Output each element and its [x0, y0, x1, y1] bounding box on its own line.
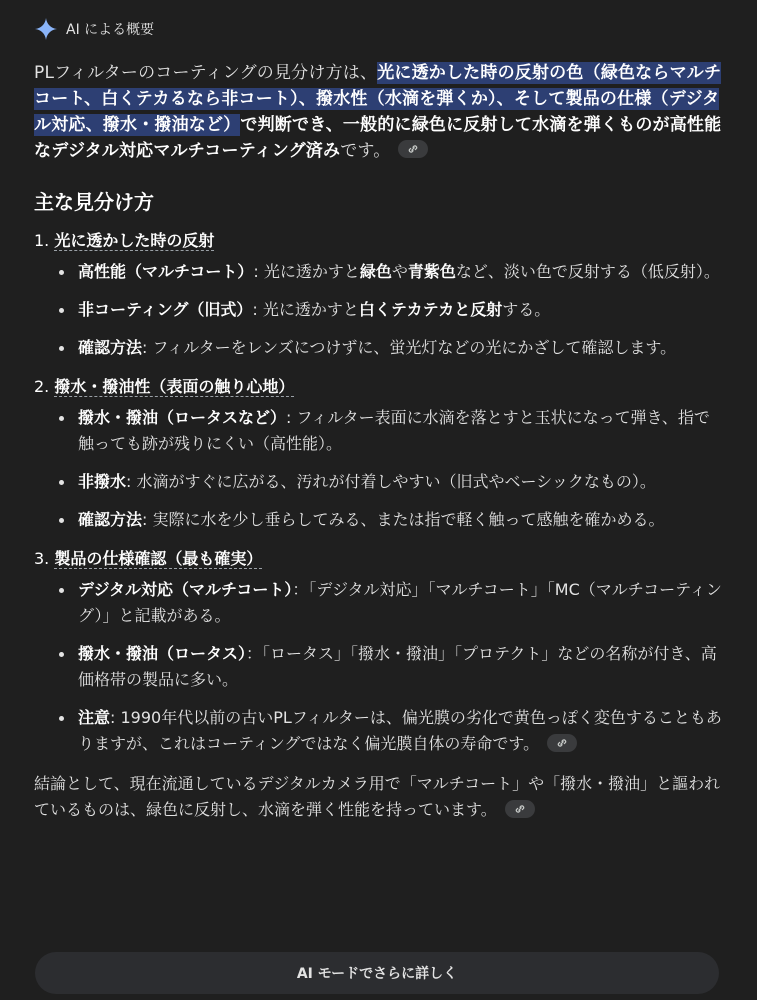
bullet-list — [34, 577, 723, 757]
group-number: 1. — [34, 231, 50, 250]
conclusion-paragraph — [34, 771, 723, 823]
group-title-text: 光に透かした時の反射 — [54, 231, 215, 250]
item-term: 高性能（マルチコート） — [78, 262, 254, 281]
item-term: 撥水・撥油（ロータス） — [78, 644, 247, 663]
item-text: : 光に透かすと — [252, 300, 359, 319]
list-item — [34, 577, 723, 629]
item-term: 確認方法 — [78, 510, 143, 529]
item-term: デジタル対応（マルチコート） — [78, 580, 293, 599]
item-text: : フィルターをレンズにつけずに、蛍光灯などの光にかざして確認します。 — [142, 338, 677, 357]
item-text: や — [391, 262, 408, 281]
item-text: など、淡い色で反射する（低反射）。 — [455, 262, 720, 281]
intro-lead: PLフィルターのコーティングの見分け方は、 — [34, 63, 378, 83]
method-group-1 — [34, 229, 723, 361]
item-text: : 実際に水を少し垂らしてみる、または指で軽く触って感触を確かめる。 — [142, 510, 665, 529]
list-item — [34, 297, 723, 323]
method-group-2 — [34, 375, 723, 533]
ai-mode-button[interactable]: AI モードでさらに詳しく — [35, 952, 719, 994]
section-title: 主な見分け方 — [34, 190, 154, 214]
group-title-text: 製品の仕様確認（最も確実） — [54, 549, 263, 568]
group-title[interactable] — [34, 229, 723, 253]
intro-highlight[interactable]: 光に透かした時の反射の色（緑色ならマルチコート、白くテカるなら非コート）、撥水性（水滴を弾くか）、そして製品の仕様（デジタル対応、撥水・撥油など） — [34, 63, 722, 135]
source-link-chip[interactable] — [547, 734, 577, 752]
group-title[interactable] — [34, 375, 723, 399]
link-icon — [406, 142, 420, 156]
bullet-list — [34, 405, 723, 533]
list-item — [34, 705, 723, 757]
item-text: : 水滴がすぐに広がる、汚れが付着しやすい（旧式やベーシックなもの）。 — [126, 472, 656, 491]
sparkle-icon — [34, 17, 58, 41]
item-term: 白くテカテカと反射 — [358, 300, 503, 319]
conclusion-text: 結論として、現在流通しているデジタルカメラ用で「マルチコート」や「撥水・撥油」と謳われているものは、緑色に反射し、水滴を弾く性能を持っています。 — [34, 774, 721, 819]
group-title[interactable] — [34, 547, 723, 571]
bullet-list — [34, 259, 723, 361]
ai-overview-header — [34, 14, 723, 44]
item-text: ：「デジタル対応」「マルチコート」「MC（マルチコーティング）」と記載がある。 — [78, 580, 722, 625]
item-term: 確認方法 — [78, 338, 143, 357]
item-text: する。 — [502, 300, 551, 319]
list-item — [34, 335, 723, 361]
method-group-3 — [34, 547, 723, 757]
item-term: 注意 — [78, 708, 111, 727]
source-link-chip[interactable] — [398, 140, 428, 158]
link-icon — [555, 736, 569, 750]
list-item — [34, 641, 723, 693]
intro-bold: 緑色に反射して水滴を弾くものが高性能なデジタル対応マルチコーティング済み — [34, 115, 722, 161]
ai-overview-label: AI による概要 — [66, 22, 155, 38]
item-text: ：「ロータス」「撥水・撥油」「プロテクト」などの名称が付き、高価格帯の製品に多い。 — [78, 644, 717, 689]
intro-paragraph — [34, 60, 723, 164]
group-number: 2. — [34, 377, 50, 396]
item-term: 非撥水 — [78, 472, 127, 491]
list-item — [34, 259, 723, 285]
list-item — [34, 405, 723, 457]
item-term: 青紫色 — [407, 262, 456, 281]
link-icon — [513, 802, 527, 816]
item-text: : フィルター表面に水滴を落とすと玉状になって弾き、指で触っても跡が残りにくい（高性能）。 — [78, 408, 710, 453]
intro-mid: で判断でき、一般的に — [240, 115, 412, 135]
item-text: : 光に透かすと — [253, 262, 360, 281]
group-title-text: 撥水・撥油性（表面の触り心地） — [54, 377, 295, 396]
group-number: 3. — [34, 549, 50, 568]
item-term: 非コーティング（旧式） — [78, 300, 253, 319]
source-link-chip[interactable] — [505, 800, 535, 818]
intro-tail: です。 — [340, 141, 391, 161]
item-text: : 1990年代以前の古いPLフィルターは、偏光膜の劣化で黄色っぽく変色することもありますが、これはコーティングではなく偏光膜自体の寿命です。 — [78, 708, 722, 753]
list-item — [34, 469, 723, 495]
list-item — [34, 507, 723, 533]
item-term: 撥水・撥油（ロータスなど） — [78, 408, 287, 427]
item-term: 緑色 — [359, 262, 392, 281]
